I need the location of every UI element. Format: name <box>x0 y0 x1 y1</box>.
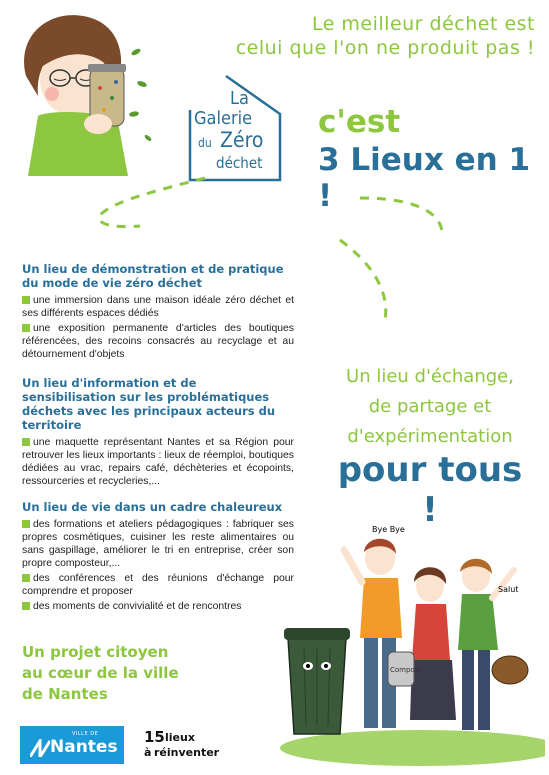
bullet-square-icon <box>22 574 30 582</box>
salut-label: Salut <box>498 585 519 594</box>
reinv-word: réinventer <box>154 746 220 759</box>
compost-bag-label: Compost <box>390 666 422 674</box>
nantes-logo-small: VILLE DE <box>72 731 99 737</box>
citoyen-line-1: Un projet citoyen <box>22 643 169 661</box>
bullet-square-icon <box>22 296 30 304</box>
right-line-2: de partage et <box>368 396 492 417</box>
right-block <box>335 362 525 452</box>
section-information <box>22 376 294 490</box>
nantes-logo-text: Nantes <box>50 737 118 757</box>
bullet-square-icon <box>22 438 30 446</box>
citoyen-line-3: de Nantes <box>22 685 108 703</box>
right-line-1: Un lieu d'échange, <box>346 366 514 387</box>
bullet-square-icon <box>22 602 30 610</box>
section-3-item-3: des moments de convivialité et de rencontres <box>22 600 294 613</box>
tagline-cest: c'est <box>318 104 401 140</box>
bullet-square-icon <box>22 324 30 332</box>
citoyen-line-2: au cœur de la ville <box>22 664 179 682</box>
logo-la: La <box>230 88 249 109</box>
15-lieux-a-reinventer-logo <box>140 728 230 762</box>
section-title-3: Un lieu de vie dans un cadre chaleureux <box>22 500 283 514</box>
section-1-item-1: une immersion dans une maison idéale zéro déchet et ses différents espaces dédiés <box>22 295 294 319</box>
reinv-lieux: lieux <box>165 731 195 744</box>
section-3-item-2: des conférences et des réunions d'échange pour comprendre et proposer <box>22 573 294 597</box>
reinv-a: à <box>144 746 152 759</box>
bye-bye-label: Bye Bye <box>372 525 405 534</box>
section-demonstration <box>22 262 294 363</box>
nantes-mark-icon <box>30 739 50 757</box>
pour-tous: pour tous ! <box>337 450 523 530</box>
right-line-3: d'expérimentation <box>347 426 513 447</box>
section-3-item-1: des formations et ateliers pédagogiques : fabriquer ses propres cosmétiques, cuisiner les reste alimentaires ou sans gaspillage, améliorer le tri en entreprise, créer son propre composteur,... <box>22 519 294 569</box>
section-2-item-1: une maquette représentant Nantes et sa Région pour retrouver les lieux importants : lieux de réemploi, boutiques dédiées au vrac, repairs café, déchèteries et écopoints, ressourceries et recycleries,... <box>22 437 294 487</box>
section-title-2: Un lieu d'information et de sensibilisation sur les problématiques déchets avec les principaux acteurs du territoire <box>22 376 276 432</box>
bullet-square-icon <box>22 520 30 528</box>
reinv-number: 15 <box>144 728 165 746</box>
headline-line-2: celui que l'on ne produit pas ! <box>235 37 535 59</box>
ville-de-nantes-logo <box>20 726 124 764</box>
section-vie <box>22 500 294 615</box>
projet-citoyen <box>22 642 222 705</box>
people-and-trash-bin-illustration <box>270 520 545 775</box>
logo-galerie: Galerie <box>194 108 253 129</box>
logo-zero: Zéro <box>220 128 264 152</box>
section-1-item-2: une exposition permanente d'articles des boutiques référencées, des recoins consacrés au recyclage et au détournement d'objets <box>22 323 294 360</box>
logo-du: du <box>198 136 212 150</box>
headline-line-1: Le meilleur déchet est <box>311 13 535 35</box>
tagline-3-lieux: 3 Lieux en 1 ! <box>318 142 531 214</box>
section-title-1: Un lieu de démonstration et de pratique du mode de vie zéro déchet <box>22 262 284 290</box>
logo-dechet: déchet <box>216 154 263 172</box>
